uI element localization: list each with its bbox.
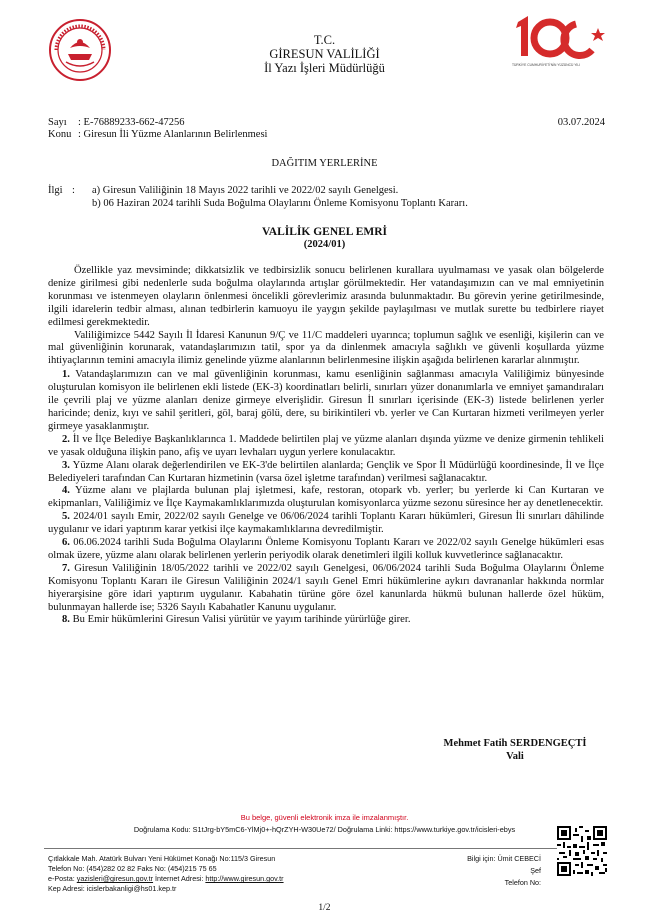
document-date: 03.07.2024	[557, 117, 605, 128]
ilgi-b: b) 06 Haziran 2024 tarihli Suda Boğulma Olaylarını Önleme Komisyonu Toplantı Kararı.	[92, 198, 468, 209]
esign-notice: Bu belge, güvenli elektronik imza ile imzalanmıştır.	[240, 813, 409, 822]
konu-label: Konu	[48, 129, 72, 140]
sayi-label: Sayı	[48, 117, 67, 128]
legal-basis-paragraph: Valiliğimizce 5442 Sayılı İl İdaresi Kanunun 9/Ç ve 11/C maddeleri uyarınca; toplumun sağlık ve esenliği, kişilerin can ve mal güvenliğinin korunarak, vatandaşlarımızın tatil, spor ya da dinlenmek amacıyla sağlıklı ve güvenli koşullarda yüzme ihtiyaçlarının temini amacıyla ilimiz genelinde yüzme alanlarının belirlenmesine ilişkin aşağıda belirlenen kararlar alınmıştır.	[48, 329, 604, 367]
order-title: VALİLİK GENEL EMRİ	[261, 226, 388, 238]
ilgi-a: a) Giresun Valiliğinin 18 Mayıs 2022 tarihli ve 2022/02 sayılı Genelgesi.	[92, 185, 399, 196]
list-item: 4. Yüzme alanı ve plajlarda bulunan plaj işletmesi, kafe, restoran, otopark vb. yerler; bu yerlerde ki Can Kurtaran ve ekipmanları, Valiliğimiz ve İlçe Kaymakamlıklarımızda oluşturulan komisyonlarca yüzme sezonu süresince her ay denetlenecektir.	[48, 485, 604, 510]
footer-info-contact: Bilgi için: Ümit CEBECİ	[467, 854, 541, 863]
list-item: 3. Yüzme Alanı olarak değerlendirilen ve EK-3'de belirtilen alanlarda; Gençlik ve Spor İl Müdürlüğü koordinesinde, İl ve İlçe Belediyeleri tarafından Can Kurtaran hizmetinin (varsa özel işletme tarafından) verilmesi sağlanacaktır.	[48, 459, 604, 484]
signatory-name: Mehmet Fatih SERDENGEÇTİ	[443, 738, 587, 749]
konu-value: : Giresun İli Yüzme Alanlarının Belirlenmesi	[78, 129, 268, 140]
qr-code-icon[interactable]	[557, 826, 607, 876]
footer-divider	[44, 848, 606, 849]
order-number: (2024/01)	[303, 239, 346, 250]
ilgi-label: İlgi	[48, 185, 63, 196]
ilgi-colon: :	[72, 185, 75, 196]
centenary-logo-text: TÜRKİYE CUMHURİYETİ'NİN YÜZÜNCÜ YILI	[512, 63, 581, 67]
header-directorate: İl Yazı İşleri Müdürlüğü	[264, 61, 385, 75]
footer-info-role: Şef	[530, 866, 541, 875]
footer-info-phone: Telefon No:	[504, 878, 541, 887]
footer-contact: e-Posta: yazisleri@giresun.gov.tr İnternet Adresi: http://www.giresun.gov.tr	[48, 874, 284, 883]
footer-kep: Kep Adresi: icislerbakanligi@hs01.kep.tr	[48, 884, 177, 893]
email-link[interactable]: yazisleri@giresun.gov.tr	[76, 874, 154, 883]
signatory-title: Vali	[506, 751, 524, 762]
page-number: 1/2	[318, 903, 331, 913]
footer-address: Çıtlakkale Mah. Atatürk Bulvarı Yeni Hükümet Konağı No:115/3 Giresun	[48, 854, 276, 863]
list-item: 1. Vatandaşlarımızın can ve mal güvenliğinin korunması, kamu esenliğinin sağlanması amacıyla Valiliğimiz bünyesinde oluşturulan komisyon ile belirlenen ekli listede (EK-3) koordinatları belirli, sınırları yüzer donanımlarla ve emniyet şamandıraları ile çevrili plaj ve yüzme alanları denize girmeye elverişlidir. Giresun İl sınırları içerisinde (EK-3) listede belirlenen yerler haricinde; deniz, kıyı ve sahil şeritleri, göl, baraj gölü, dere, su birikintileri vb. yerler ve Can Kurtaran hizmeti verilmeyen yerler girmeye yasaklanmıştır.	[48, 369, 604, 432]
header-tc: T.C.	[313, 33, 336, 47]
order-body	[48, 265, 604, 627]
intro-paragraph: Özellikle yaz mevsiminde; dikkatsizlik ve tedbirsizlik sonucu belirlenen kurallara uyulmaması ve yasak olan bölgelerde denize girilmesi gibi nedenlerle suda boğulma olaylarında artışlar görülmektedir. Her vatandaşımızın can ve mal emniyetinin korunması ve istenmeyen olayların önlenmesi öncelikli görevlerimiz arasında bulunmaktadır. Bu görevin yerine getirilmesinde, ilgili idarelerin tedbir alması, alınan tedbirlerin kamuoyu ile yaygın şekilde paylaşılması ve mutlak surette bu tedbirlere riayet edilmesi gerekmektedir.	[48, 265, 604, 328]
sayi-value: : E-76889233-662-47256	[78, 117, 185, 128]
esign-verification: Doğrulama Kodu: S1tJrg-bY5mC6-YlMj0+-hQrZYH-W30Ue72/ Doğrulama Linki: https://www.turkiye.gov.tr/icisleri-ebys	[133, 825, 516, 834]
list-item: 5. 2024/01 sayılı Emir, 2022/02 sayılı Genelge ve 06/06/2024 tarihli Toplantı Kararı hükümleri, Giresun İli sınırları dâhilinde uygulanır ve idari yaptırım karar yetkisi ilçe kaymakamlıklarına devredilmiştir.	[48, 511, 604, 536]
list-item: 8. Bu Emir hükümlerini Giresun Valisi yürütür ve yayım tarihinde yürürlüğe girer.	[62, 614, 411, 626]
list-item: 7. Giresun Valiliğinin 18/05/2022 tarihli ve 2022/02 sayılı Genelgesi, 06/06/2024 tarihli Suda Boğulma Olaylarını Önleme Komisyonu Toplantı Kararı ile Giresun Valiliğinin 2024/1 sayılı Genel Emri hükümlerine aykırı davrananlar hakkında normlar hiyerarşisine göre idari yaptırım uygulanır. Kabahatin türüne göre özel kanunlarda hükmü bulunan hallerde özel hüküm, bulunmayan hallerde ise; 5326 Sayılı Kabahatler Kanunu uygulanır.	[48, 562, 604, 613]
footer-phone: Telefon No: (454)282 02 82 Faks No: (454)215 75 65	[48, 864, 217, 873]
header-governorship: GİRESUN VALİLİĞİ	[269, 47, 380, 61]
website-link[interactable]: http://www.giresun.gov.tr	[205, 874, 284, 883]
list-item: 6. 06.06.2024 tarihli Suda Boğulma Olaylarını Önleme Komisyonu Toplantı Kararı ve 2022/02 sayılı Genelge hükümleri esas olmak üzere, yüzme alanı olarak belirlenen yerlerin periyodik olarak denetimleri ilgili kolluk kuvvetlerince sağlanacaktır.	[48, 537, 604, 561]
distribution-heading: DAĞITIM YERLERİNE	[271, 158, 378, 169]
list-item: 2. İl ve İlçe Belediye Başkanlıklarınca 1. Maddede belirtilen plaj ve yüzme alanları dışında yüzme ve denize girmenin tehlikeli ve yasak olduğuna ilişkin pano, afiş ve uyarı levhaları uygun yerlere konulacaktır.	[48, 433, 604, 458]
